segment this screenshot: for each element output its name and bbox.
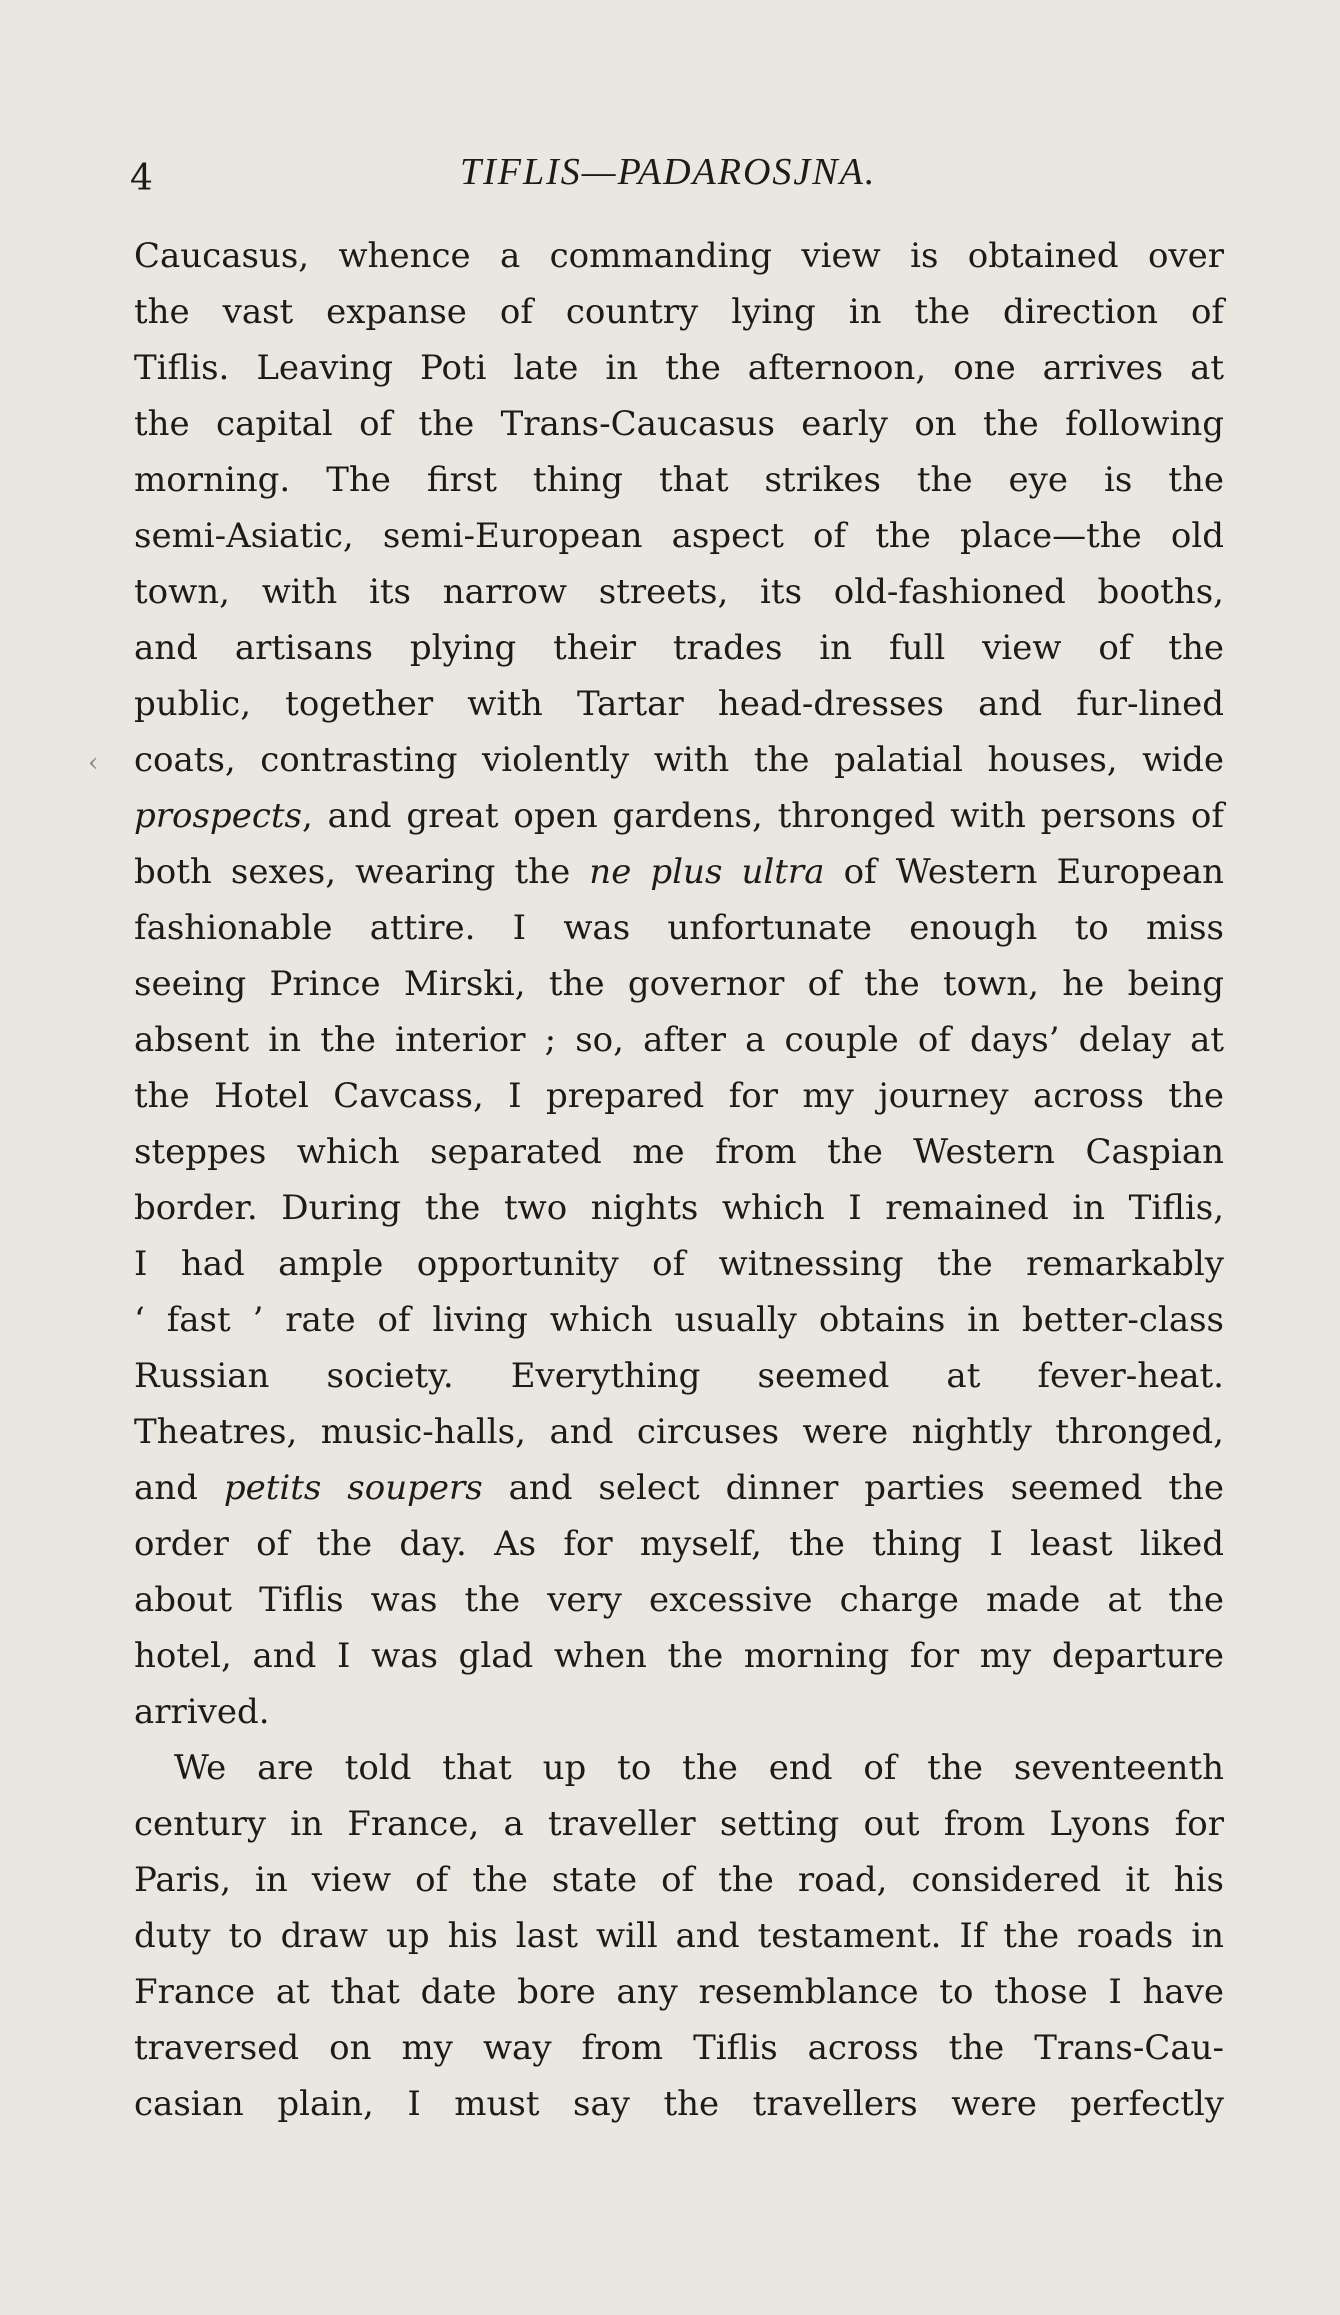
text-line: seeing Prince Mirski, the governor of the town, he being	[134, 964, 1224, 1004]
running-title: TIFLIS—PADAROSJNA.	[460, 151, 877, 193]
text-segment: both sexes, wearing the	[134, 852, 590, 892]
italic-phrase: prospects	[134, 796, 302, 836]
text-line: coats, contrasting violently with the palatial houses, wide	[134, 740, 1224, 780]
text-line: steppes which separated me from the Western Caspian	[134, 1132, 1224, 1172]
text-line: Theatres, music-halls, and circuses were nightly thronged,	[134, 1412, 1224, 1452]
body-text	[134, 228, 1224, 2132]
margin-mark: ‹	[88, 748, 99, 778]
text-line: order of the day. As for myself, the thing I least liked	[134, 1524, 1224, 1564]
text-line: semi-Asiatic, semi-European aspect of the place—the old	[134, 516, 1224, 556]
text-line: fashionable attire. I was unfortunate enough to miss	[134, 908, 1224, 948]
text-line: arrived.	[134, 1692, 270, 1732]
page-number: 4	[130, 158, 153, 199]
text-line: border. During the two nights which I remained in Tiflis,	[134, 1188, 1224, 1228]
text-line: Tiflis. Leaving Poti late in the afternoon, one arrives at	[134, 348, 1224, 388]
text-line	[134, 844, 1224, 900]
text-line: hotel, and I was glad when the morning for my departure	[134, 1636, 1224, 1676]
text-segment: and	[134, 1468, 224, 1508]
text-line	[134, 788, 1224, 844]
text-line: traversed on my way from Tiflis across the Trans-Cau-	[134, 2028, 1224, 2068]
italic-phrase: petits soupers	[223, 1468, 483, 1508]
text-line: Paris, in view of the state of the road, considered it his	[134, 1860, 1224, 1900]
text-line: century in France, a traveller setting out from Lyons for	[134, 1804, 1224, 1844]
text-line: morning. The first thing that strikes the eye is the	[134, 460, 1224, 500]
text-line: duty to draw up his last will and testament. If the roads in	[134, 1916, 1224, 1956]
text-line: Russian society. Everything seemed at fever-heat.	[134, 1356, 1224, 1396]
text-line: casian plain, I must say the travellers were perfectly	[134, 2084, 1224, 2124]
text-line: France at that date bore any resemblance to those I have	[134, 1972, 1224, 2012]
text-line: I had ample opportunity of witnessing the remarkably	[134, 1244, 1224, 1284]
text-line: public, together with Tartar head-dresses and fur-lined	[134, 684, 1224, 724]
text-line: the vast expanse of country lying in the direction of	[134, 292, 1224, 332]
text-line: We are told that up to the end of the seventeenth	[174, 1748, 1224, 1788]
text-line: town, with its narrow streets, its old-fashioned booths,	[134, 572, 1224, 612]
text-line	[134, 1460, 1224, 1516]
text-line: absent in the interior ; so, after a couple of days’ delay at	[134, 1020, 1224, 1060]
text-line: Caucasus, whence a commanding view is obtained over	[134, 236, 1224, 276]
text-segment: and select dinner parties seemed the	[482, 1468, 1224, 1508]
text-line: ‘ fast ’ rate of living which usually obtains in better-class	[134, 1300, 1224, 1340]
text-line: the Hotel Cavcass, I prepared for my journey across the	[134, 1076, 1224, 1116]
italic-phrase: ne plus ultra	[589, 852, 825, 892]
text-line: and artisans plying their trades in full view of the	[134, 628, 1224, 668]
text-line: about Tiflis was the very excessive charge made at the	[134, 1580, 1224, 1620]
text-segment: , and great open gardens, thronged with persons of	[301, 796, 1224, 836]
text-line: the capital of the Trans-Caucasus early on the following	[134, 404, 1224, 444]
page-header	[130, 150, 1220, 210]
text-segment: of Western European	[824, 852, 1224, 892]
